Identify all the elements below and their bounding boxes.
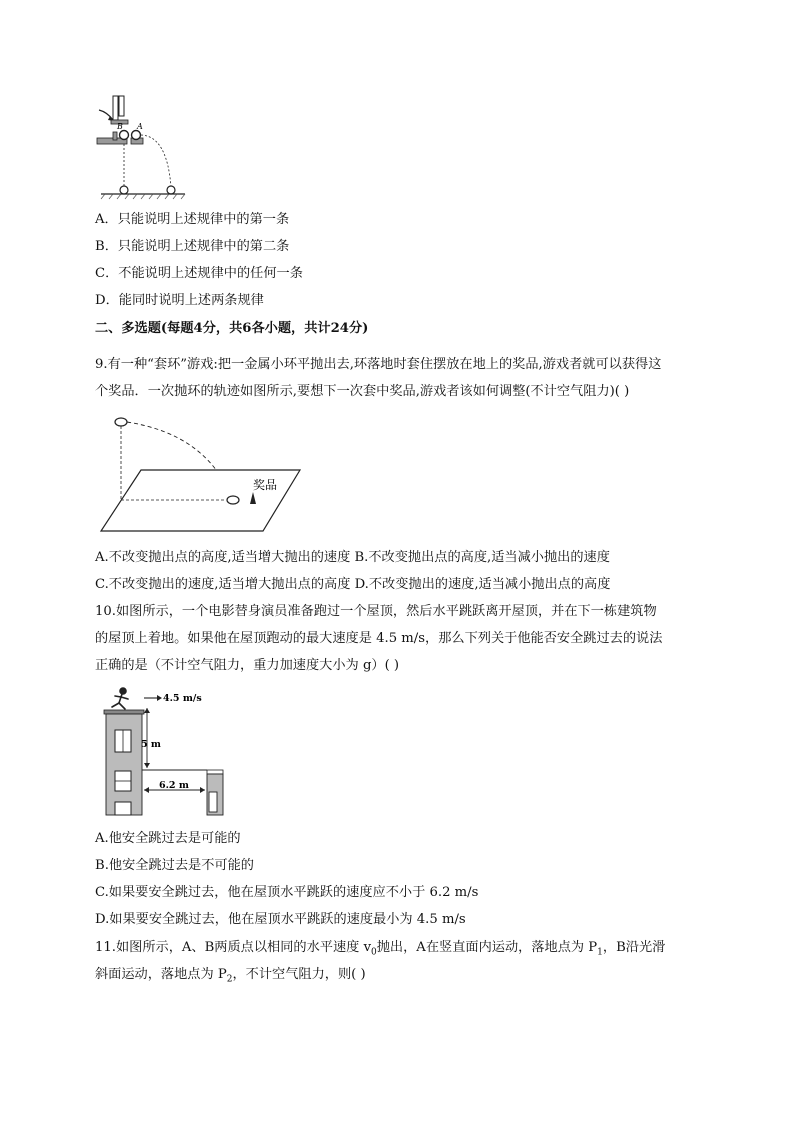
q8-label-b: B <box>117 122 123 131</box>
q9-prize-label: 奖品 <box>253 478 278 492</box>
q8-option-c: C．不能说明上述规律中的任何一条 <box>95 266 303 281</box>
q10-stem-line-2: 的屋顶上着地。如果他在屋顶跑动的最大速度是 4.5 m/s，那么下列关于他能否安全跳过去的说法 <box>95 631 663 646</box>
q8-option-b: B．只能说明上述规律中的第二条 <box>95 239 290 254</box>
q10-stem-line-3: 正确的是（不计空气阻力，重力加速度大小为 g）( ) <box>95 658 400 673</box>
q9-stem-line-1: 9.有一种“套环”游戏:把一金属小环平抛出去,环落地时套住摆放在地上的奖品,游戏者就可以获得这 <box>95 357 662 372</box>
q11-stem-line-1 <box>95 939 665 962</box>
q11-subscript: 0 <box>371 947 377 958</box>
section-heading-multiple-choice: 二、多选题(每题4分，共6各小题，共计24分) <box>95 321 369 336</box>
q8-label-a: A <box>137 122 143 131</box>
q11-stem-part: 斜面运动，落地点为 P <box>95 967 227 982</box>
q10-option-b: B.他安全跳过去是不可能的 <box>95 858 254 873</box>
q10-gap-label: 6.2 m <box>159 780 189 791</box>
q10-option-d: D.如果要安全跳过去，他在屋顶水平跳跃的速度最小为 4.5 m/s <box>95 912 466 927</box>
q11-subscript: 2 <box>226 974 233 985</box>
q8-option-a: A．只能说明上述规律中的第一条 <box>95 212 290 227</box>
q9-options-cd: C.不改变抛出的速度,适当增大抛出点的高度 D.不改变抛出的速度,适当减小抛出点的高度 <box>95 577 611 592</box>
q8-figure <box>93 92 193 202</box>
q11-stem-part: 11.如图所示，A、B两质点以相同的水平速度 v <box>95 940 372 955</box>
q10-figure <box>95 684 235 824</box>
q11-stem-line-2 <box>95 966 366 989</box>
q9-figure <box>95 412 305 537</box>
q8-option-d: D．能同时说明上述两条规律 <box>95 293 264 308</box>
q10-stem-line-1: 10.如图所示，一个电影替身演员准备跑过一个屋顶，然后水平跳跃离开屋顶，并在下一栋建筑物 <box>95 604 657 619</box>
q11-stem-part: ，B沿光滑 <box>602 940 666 955</box>
q9-stem-line-2: 个奖品．一次抛环的轨迹如图所示,要想下一次套中奖品,游戏者该如何调整(不计空气阻力)( ) <box>95 384 630 399</box>
q11-stem-part: 抛出，A在竖直面内运动，落地点为 P <box>376 940 598 955</box>
q10-speed-label: 4.5 m/s <box>163 693 202 704</box>
q10-option-c: C.如果要安全跳过去，他在屋顶水平跳跃的速度应不小于 6.2 m/s <box>95 885 479 900</box>
q11-stem-part: ，不计空气阻力，则( ) <box>232 967 366 982</box>
q11-subscript: 1 <box>597 947 603 958</box>
q10-option-a: A.他安全跳过去是可能的 <box>95 831 241 846</box>
q9-options-ab: A.不改变抛出点的高度,适当增大抛出的速度 B.不改变抛出点的高度,适当减小抛出的速度 <box>95 550 610 565</box>
q10-height-label: 5 m <box>141 739 161 750</box>
